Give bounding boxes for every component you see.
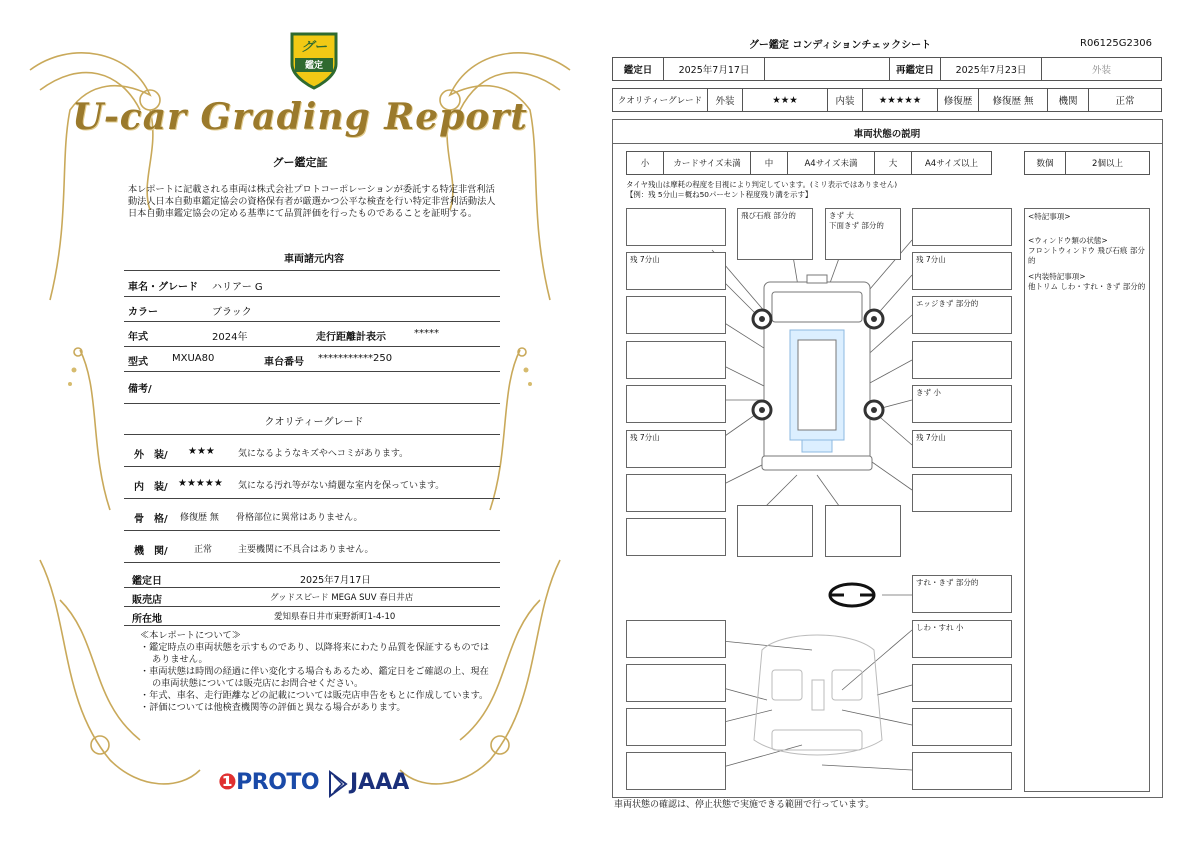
callout-box <box>912 752 1012 790</box>
report-notes <box>140 630 496 714</box>
divider <box>124 498 500 499</box>
spec-row-remarks: 備考/ <box>128 384 152 395</box>
size-large-desc: A4サイズ以上 <box>912 152 992 175</box>
divider <box>612 143 1162 144</box>
engine-label: 機関 <box>1048 89 1089 112</box>
size-mid-desc: A4サイズ未満 <box>788 152 875 175</box>
note-item: ・評価については他検査機関等の評価と異なる場合があります。 <box>140 702 406 713</box>
sheet-code: R06125G2306 <box>1080 38 1152 49</box>
special-remarks: <特記事項> <ウィンドウ類の状態> フロントウィンドウ 飛び石痕 部分的 <内装特記事項> 他トリム しわ・すれ・きず 部分的 <box>1024 208 1150 792</box>
jaaa-mark-icon <box>328 770 348 798</box>
note-item: ・年式、車名、走行距離などの記載については販売店申告をもとに作成しています。 <box>140 690 489 701</box>
date-table <box>612 57 1162 81</box>
callout-box <box>912 341 1012 379</box>
repair-value: 修復歴 無 <box>979 89 1048 112</box>
divider <box>124 466 500 467</box>
grade-label: クオリティーグレード <box>613 89 708 112</box>
callout-box: しわ・すれ 小 <box>912 620 1012 658</box>
callout-box <box>912 208 1012 246</box>
sheet-title: グー鑑定 コンディションチェックシート <box>748 40 932 51</box>
spec-heading: 車両諸元内容 <box>284 254 344 265</box>
interior-label: 内装 <box>828 89 863 112</box>
certificate-statement: 本レポートに記載される車両は株式会社プロトコーポレーションが委託する特定非営利活動法人日本自動車鑑定協会の資格保有者が厳選かつ公平な検査を行い特定非営利活動法人日本自動車鑑定協会の定める基準にて品質評価を行ったものであることを証明する。 <box>128 184 496 219</box>
callout-box <box>912 708 1012 746</box>
engine-value: 正常 <box>1089 89 1162 112</box>
callout-box: 残 7分山 <box>626 252 726 290</box>
grading-certificate: グー 鑑定 U-car Grading Report グー鑑定証 本レポートに記載される車両は株式会社プロトコーポレーションが委託する特定非営利活動法人日本自動車鑑定協会の資格保有者が厳選かつ公平な検査を行い特定非営利活動法人日本自動車鑑定協会の定める基準にて品質評価を行ったものであることを証明する。 車両諸元内容 車名・グレード ハリアー G カラー ブラック 年式 2024年 走行距離計表示 ***** 型式 MXUA80 車台番号 ***********250 備考/ クオリティーグレード 外 装/ ★★★ 気になるようなキズやヘコミがあります。 内 装/ ★★★★★ 気になる汚れ等がない綺麗な室内を保っています。 骨 格/ 修復歴 無 骨格部位に異常はありません。 機 関/ 正常 主要機関に不具合はありません。 鑑定日 2025年7月17日 販売店 グッドスピード MEGA SUV 春日井店 所在地 愛知県春日井市東野新町1-4-10 ≪本レポートについて≫ ・鑑定時点の車両状態を示すものであり、以降将来にわたり品質を保証するものではありません。 ・車両状態は時間の経過に伴い変化する場合もあるため、鑑定日をご確認の上、現在の車両状態については販売店にお問合せください。 ・年式、車名、走行距離などの記載については販売店申告をもとに作成しています。 ・評価については他検査機関等の評価と異なる場合があります。 ❶PROTO JAAA <box>0 0 600 848</box>
note-item: ・鑑定時点の車両状態を示すものであり、以降将来にわたり品質を保証するものではありません。 <box>140 642 490 665</box>
callout-box: すれ・きず 部分的 <box>912 575 1012 613</box>
exterior-label: 外装 <box>708 89 743 112</box>
callout-box: 残 7分山 <box>912 430 1012 468</box>
callout-box <box>626 620 726 658</box>
divider <box>124 346 500 347</box>
divider <box>124 625 500 626</box>
badge-main-text: 鑑定 <box>304 61 323 71</box>
spec-row-model: 型式 MXUA80 車台番号 ***********250 <box>128 353 393 368</box>
callout-box: きず 大 下面きず 部分的 <box>825 208 901 260</box>
grade-table <box>612 88 1162 112</box>
callout-box <box>912 664 1012 702</box>
size-large: 大 <box>875 152 912 175</box>
sheet-footer: 車両状態の確認は、停止状態で実施できる範囲で行っています。 <box>614 800 875 810</box>
tire-note: タイヤ残山は摩耗の程度を目視により判定しています。(ミリ表示ではありません) 【例：残 5分山＝概ね50パーセント程度残り溝を示す】 <box>626 180 898 199</box>
callout-box <box>626 474 726 512</box>
repair-label: 修復歴 <box>938 89 979 112</box>
callout-box <box>912 474 1012 512</box>
count-label: 数個 <box>1025 152 1066 175</box>
certificate-title: グー鑑定証 <box>272 156 328 169</box>
redate-value: 2025年7月23日 <box>941 58 1042 81</box>
callout-box: 残 7分山 <box>912 252 1012 290</box>
date-value: 2025年7月17日 <box>664 58 765 81</box>
count-legend-table <box>1024 151 1150 175</box>
divider <box>124 562 500 563</box>
size-legend-table <box>626 151 992 175</box>
spec-row-name: 車名・グレード ハリアー G <box>128 282 263 293</box>
spec-row-color: カラー ブラック <box>128 307 252 318</box>
size-small: 小 <box>627 152 664 175</box>
callout-box: きず 小 <box>912 385 1012 423</box>
callout-box <box>825 505 901 557</box>
divider <box>124 587 500 588</box>
divider <box>124 434 500 435</box>
state-heading: 車両状態の説明 <box>853 129 921 140</box>
callout-box: エッジきず 部分的 <box>912 296 1012 334</box>
grade-heading: クオリティーグレード <box>264 417 364 428</box>
divider <box>124 371 500 372</box>
size-small-desc: カードサイズ未満 <box>664 152 751 175</box>
size-mid: 中 <box>751 152 788 175</box>
callout-box <box>626 341 726 379</box>
callout-box: 残 7分山 <box>626 430 726 468</box>
script-title: U-car Grading Report <box>72 96 528 138</box>
redate-label: 再鑑定日 <box>890 58 941 81</box>
count-value: 2個以上 <box>1066 152 1150 175</box>
date-label: 鑑定日 <box>613 58 664 81</box>
divider <box>124 403 500 404</box>
callout-box <box>737 505 813 557</box>
callout-box <box>626 208 726 246</box>
callout-box <box>626 385 726 423</box>
callout-box <box>626 664 726 702</box>
callout-box <box>626 752 726 790</box>
badge-top-text: グー <box>300 40 327 55</box>
exterior-value: ★★★ <box>743 89 828 112</box>
divider <box>124 296 500 297</box>
note-item: ・車両状態は時間の経過に伴い変化する場合もあるため、鑑定日をご確認の上、現在の車両状態については販売店にお問合せください。 <box>140 666 489 689</box>
spec-row-year: 年式 2024年 走行距離計表示 ***** <box>128 328 439 343</box>
callout-box <box>626 708 726 746</box>
callout-box: 飛び石痕 部分的 <box>737 208 813 260</box>
interior-value: ★★★★★ <box>863 89 938 112</box>
callout-box <box>626 296 726 334</box>
divider <box>124 321 500 322</box>
divider <box>124 530 500 531</box>
proto-logo: ❶PROTO <box>218 770 320 795</box>
notes-heading: ≪本レポートについて≫ <box>140 630 241 641</box>
divider <box>124 606 500 607</box>
callout-box <box>626 518 726 556</box>
divider <box>124 270 500 271</box>
empty-cell <box>765 58 890 81</box>
inspection-type: 外装 <box>1042 58 1162 81</box>
jaaa-logo: JAAA <box>350 770 410 795</box>
